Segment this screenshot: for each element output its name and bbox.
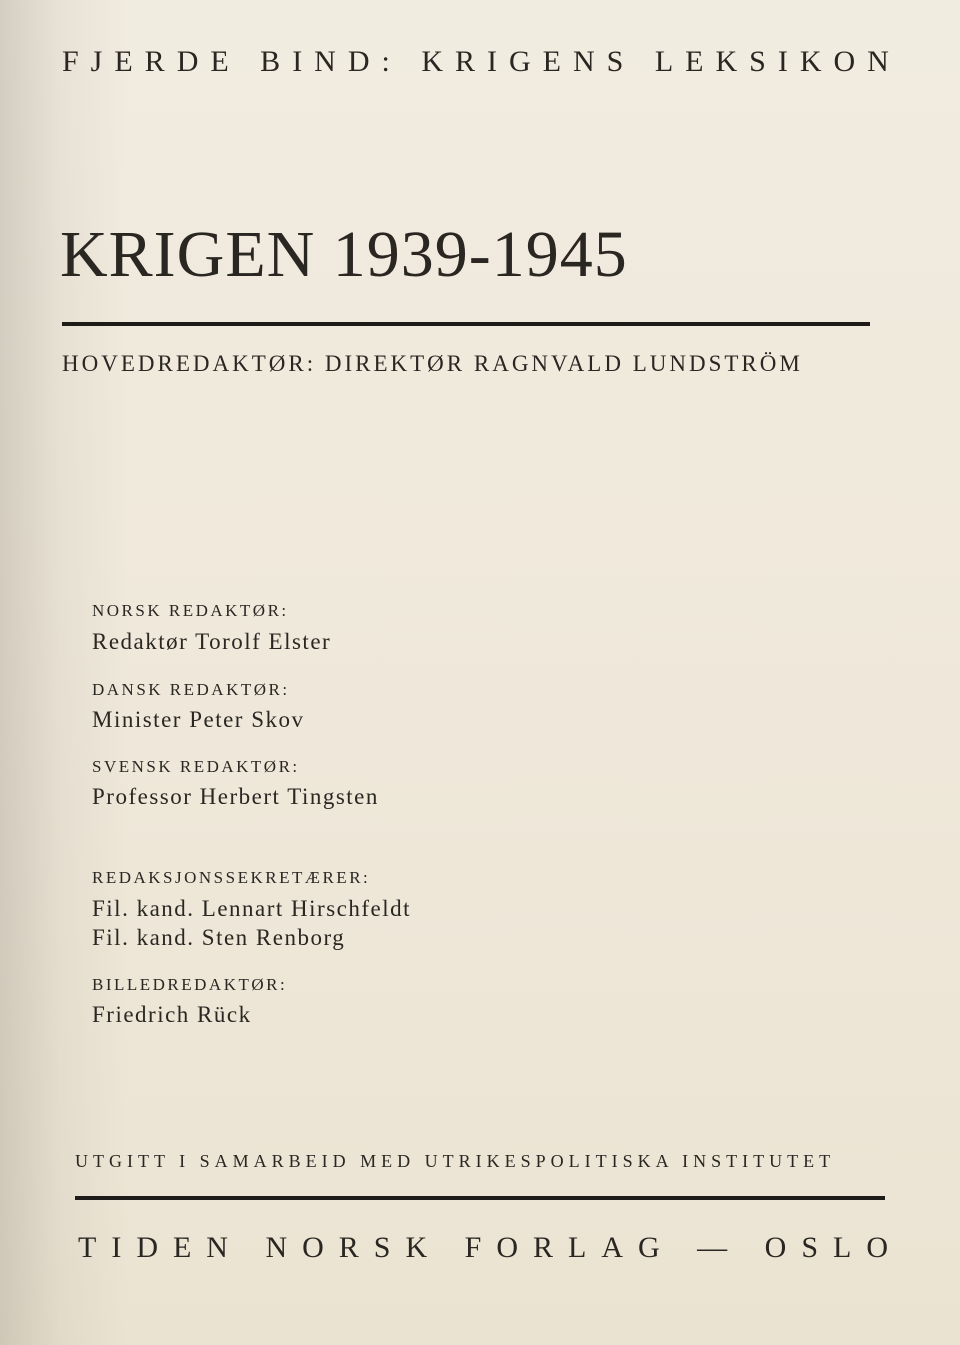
publisher-line: TIDEN NORSK FORLAG — OSLO	[78, 1231, 904, 1264]
chief-editor: HOVEDREDAKTØR: DIREKTØR RAGNVALD LUNDSTRÖM	[62, 351, 803, 376]
main-title: KRIGEN 1939-1945	[60, 218, 628, 291]
norwegian-editor-name: Redaktør Torolf Elster	[92, 629, 332, 654]
title-rule	[62, 322, 870, 326]
danish-editor-name: Minister Peter Skov	[92, 707, 305, 732]
secretary-name: Fil. kand. Lennart Hirschfeldt	[92, 896, 412, 921]
cooperation-line: UTGITT I SAMARBEID MED UTRIKESPOLITISKA INSTITUTET	[75, 1151, 836, 1171]
swedish-editor-label: SVENSK REDAKTØR:	[92, 757, 300, 776]
secretaries-label: REDAKSJONSSEKRETÆRER:	[92, 868, 371, 887]
swedish-editor-name: Professor Herbert Tingsten	[92, 784, 379, 809]
danish-editor-label: DANSK REDAKTØR:	[92, 680, 290, 699]
secretary-name: Fil. kand. Sten Renborg	[92, 925, 346, 950]
picture-editor-label: BILLEDREDAKTØR:	[92, 975, 288, 994]
series-line: FJERDE BIND: KRIGENS LEKSIKON	[62, 45, 901, 78]
norwegian-editor-label: NORSK REDAKTØR:	[92, 601, 289, 620]
picture-editor-name: Friedrich Rück	[92, 1002, 252, 1027]
publisher-rule	[75, 1196, 885, 1200]
